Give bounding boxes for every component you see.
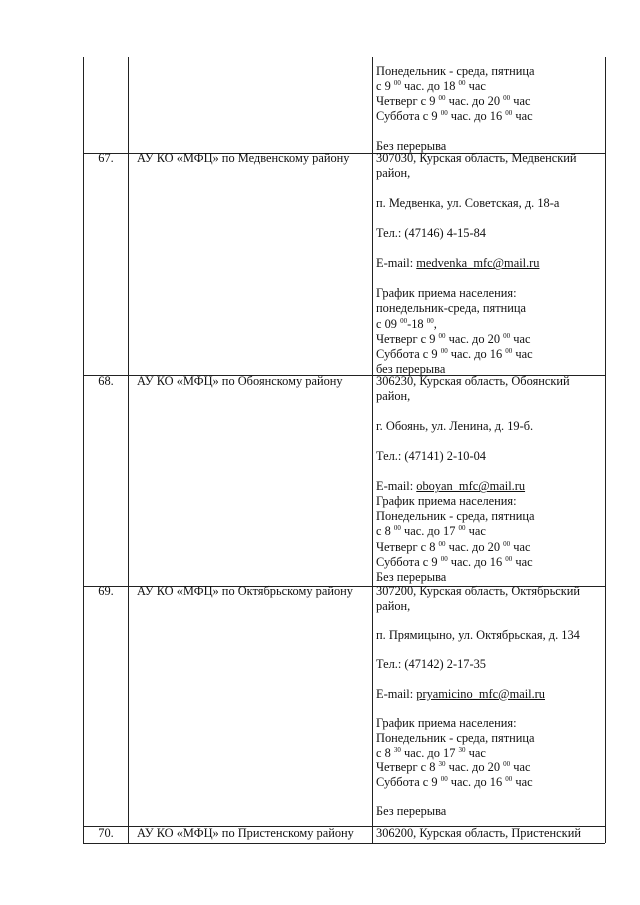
detail-line	[376, 347, 577, 362]
time-minutes: 00	[503, 539, 511, 548]
detail-text: час	[510, 94, 531, 108]
column-border	[83, 57, 84, 843]
detail-line	[376, 317, 577, 332]
time-minutes: 00	[400, 316, 408, 325]
time-minutes: 00	[505, 346, 513, 355]
office-details	[376, 826, 581, 840]
detail-line	[376, 226, 577, 241]
detail-line	[376, 404, 570, 419]
time-minutes: 00	[440, 774, 448, 783]
time-minutes: 00	[503, 94, 511, 102]
time-minutes: 00	[458, 79, 466, 87]
detail-line	[376, 286, 577, 301]
email-link[interactable]: pryamicino_mfc@mail.ru	[416, 686, 546, 701]
column-border	[372, 57, 373, 843]
detail-line	[376, 94, 535, 109]
detail-text: Без перерыва	[376, 139, 447, 153]
detail-line	[376, 494, 570, 509]
email-link[interactable]: medvenka_mfc@mail.ru	[416, 256, 540, 271]
office-name: АУ КО «МФЦ» по Пристенскому району	[137, 826, 354, 840]
detail-text: час. до 16	[447, 554, 506, 569]
detail-text: -18	[407, 316, 427, 331]
detail-line	[376, 332, 577, 347]
detail-line	[376, 555, 570, 570]
detail-text: с 8	[376, 745, 394, 760]
detail-line	[376, 166, 577, 181]
detail-line	[376, 271, 577, 286]
row-number: 70.	[98, 826, 114, 840]
detail-text: E-mail:	[376, 256, 417, 271]
time-minutes: 00	[440, 109, 448, 117]
detail-line	[376, 657, 580, 672]
row-number: 68.	[98, 374, 114, 388]
detail-line	[376, 687, 580, 702]
email-link[interactable]: oboyan_mfc@mail.ru	[416, 479, 526, 494]
time-minutes: 00	[393, 79, 401, 87]
detail-line	[376, 301, 577, 316]
detail-text: час	[512, 554, 533, 569]
office-details	[376, 64, 535, 154]
detail-text: с 8	[376, 524, 394, 539]
detail-text: час. до 17	[400, 745, 459, 760]
time-minutes: 00	[503, 331, 511, 340]
detail-line	[376, 389, 570, 404]
detail-line	[376, 716, 580, 731]
detail-text: с 9	[376, 79, 394, 93]
time-minutes: 30	[438, 760, 446, 769]
detail-line	[376, 109, 535, 124]
column-border	[605, 57, 606, 843]
detail-text: час. до 18	[400, 79, 459, 93]
detail-line	[376, 211, 577, 226]
detail-text: График приема населения:	[376, 716, 517, 731]
detail-text: час. до 16	[447, 109, 506, 123]
detail-line	[376, 570, 570, 585]
detail-line	[376, 746, 580, 761]
detail-line	[376, 196, 577, 211]
time-minutes: 00	[505, 109, 513, 117]
detail-text: Тел.: (47142) 2-17-35	[376, 657, 486, 672]
detail-line	[376, 628, 580, 643]
detail-text: час	[465, 79, 486, 93]
detail-text: без перерыва	[376, 361, 446, 376]
detail-text: Тел.: (47141) 2-10-04	[376, 449, 486, 464]
detail-text: Без перерыва	[376, 804, 447, 819]
detail-text: Понедельник - среда, пятница	[376, 509, 535, 524]
office-details	[376, 374, 570, 585]
detail-line	[376, 804, 580, 819]
row-number: 69.	[98, 584, 114, 598]
time-minutes: 30	[458, 745, 466, 754]
row-border	[83, 843, 605, 844]
office-details	[376, 151, 577, 377]
detail-text: 307200, Курская область, Октябрьский	[376, 584, 581, 598]
detail-text: час. до 17	[400, 524, 459, 539]
detail-text: Четверг с 8	[376, 539, 439, 554]
time-minutes: 00	[426, 316, 434, 325]
detail-text: График приема населения:	[376, 494, 517, 509]
detail-line	[376, 479, 570, 494]
detail-text: час	[465, 745, 486, 760]
time-minutes: 00	[440, 554, 448, 563]
time-minutes: 00	[505, 774, 513, 783]
detail-text: час	[510, 539, 531, 554]
detail-text: час	[512, 346, 533, 361]
time-minutes: 00	[438, 94, 446, 102]
detail-line	[376, 826, 581, 840]
detail-text: Суббота с 9	[376, 109, 441, 123]
row-number: 67.	[98, 151, 114, 165]
detail-line	[376, 731, 580, 746]
detail-line	[376, 419, 570, 434]
detail-text: час	[510, 331, 531, 346]
detail-line	[376, 775, 580, 790]
detail-text: час. до 16	[447, 346, 506, 361]
detail-text: Четверг с 8	[376, 760, 439, 775]
detail-line	[376, 672, 580, 687]
time-minutes: 00	[438, 331, 446, 340]
detail-text: Суббота с 9	[376, 554, 441, 569]
detail-line	[376, 151, 577, 166]
detail-text: час	[512, 774, 533, 789]
detail-line	[376, 449, 570, 464]
detail-line	[376, 613, 580, 628]
detail-line	[376, 256, 577, 271]
detail-text: Понедельник - среда, пятница	[376, 730, 535, 745]
detail-line	[376, 64, 535, 79]
detail-text: час	[465, 524, 486, 539]
detail-line	[376, 760, 580, 775]
time-minutes: 00	[505, 554, 513, 563]
detail-text: Тел.: (47146) 4-15-84	[376, 226, 486, 241]
detail-line	[376, 643, 580, 658]
time-minutes: 00	[458, 524, 466, 533]
detail-text: час	[512, 109, 533, 123]
detail-line	[376, 241, 577, 256]
detail-text: час. до 16	[447, 774, 506, 789]
detail-text: час. до 20	[445, 94, 504, 108]
detail-line	[376, 540, 570, 555]
detail-text: Суббота с 9	[376, 774, 441, 789]
office-details	[376, 584, 580, 819]
detail-text: час. до 20	[445, 331, 504, 346]
detail-line	[376, 524, 570, 539]
detail-line	[376, 464, 570, 479]
column-border	[128, 57, 129, 843]
office-name: АУ КО «МФЦ» по Октябрьскому району	[137, 584, 353, 598]
detail-text: E-mail:	[376, 479, 417, 494]
detail-text: Суббота с 9	[376, 346, 441, 361]
time-minutes: 00	[393, 524, 401, 533]
detail-text: п. Медвенка, ул. Советская, д. 18-а	[376, 196, 560, 211]
office-name: АУ КО «МФЦ» по Обоянскому району	[137, 374, 343, 388]
office-name: АУ КО «МФЦ» по Медвенскому району	[137, 151, 350, 165]
detail-text: 306200, Курская область, Пристенский	[376, 826, 581, 840]
detail-line	[376, 181, 577, 196]
detail-text: ,	[433, 316, 437, 331]
detail-line	[376, 509, 570, 524]
detail-line	[376, 790, 580, 805]
detail-text: 307030, Курская область, Медвенский	[376, 151, 577, 165]
time-minutes: 30	[393, 745, 401, 754]
detail-text: с 09	[376, 316, 401, 331]
detail-text: час	[510, 760, 531, 775]
time-minutes: 00	[503, 760, 511, 769]
detail-text: район,	[376, 598, 411, 613]
detail-text: г. Обоянь, ул. Ленина, д. 19-б.	[376, 419, 534, 434]
detail-line	[376, 434, 570, 449]
detail-line	[376, 599, 580, 614]
detail-text: Понедельник - среда, пятница	[376, 64, 535, 78]
time-minutes: 00	[440, 346, 448, 355]
detail-text: понедельник-среда, пятница	[376, 301, 527, 316]
detail-text: район,	[376, 166, 411, 181]
detail-line	[376, 79, 535, 94]
detail-text: График приема населения:	[376, 286, 517, 301]
detail-text: E-mail:	[376, 686, 417, 701]
detail-text: Без перерыва	[376, 569, 447, 584]
detail-text: 306230, Курская область, Обоянский	[376, 374, 570, 388]
time-minutes: 00	[438, 539, 446, 548]
detail-line	[376, 584, 580, 599]
detail-text: Четверг с 9	[376, 331, 439, 346]
detail-line	[376, 124, 535, 139]
detail-text: час. до 20	[445, 539, 504, 554]
detail-text: п. Прямицыно, ул. Октябрьская, д. 134	[376, 628, 580, 643]
detail-text: район,	[376, 389, 411, 404]
detail-line	[376, 374, 570, 389]
detail-text: Четверг с 9	[376, 94, 439, 108]
detail-line	[376, 702, 580, 717]
detail-text: час. до 20	[445, 760, 504, 775]
